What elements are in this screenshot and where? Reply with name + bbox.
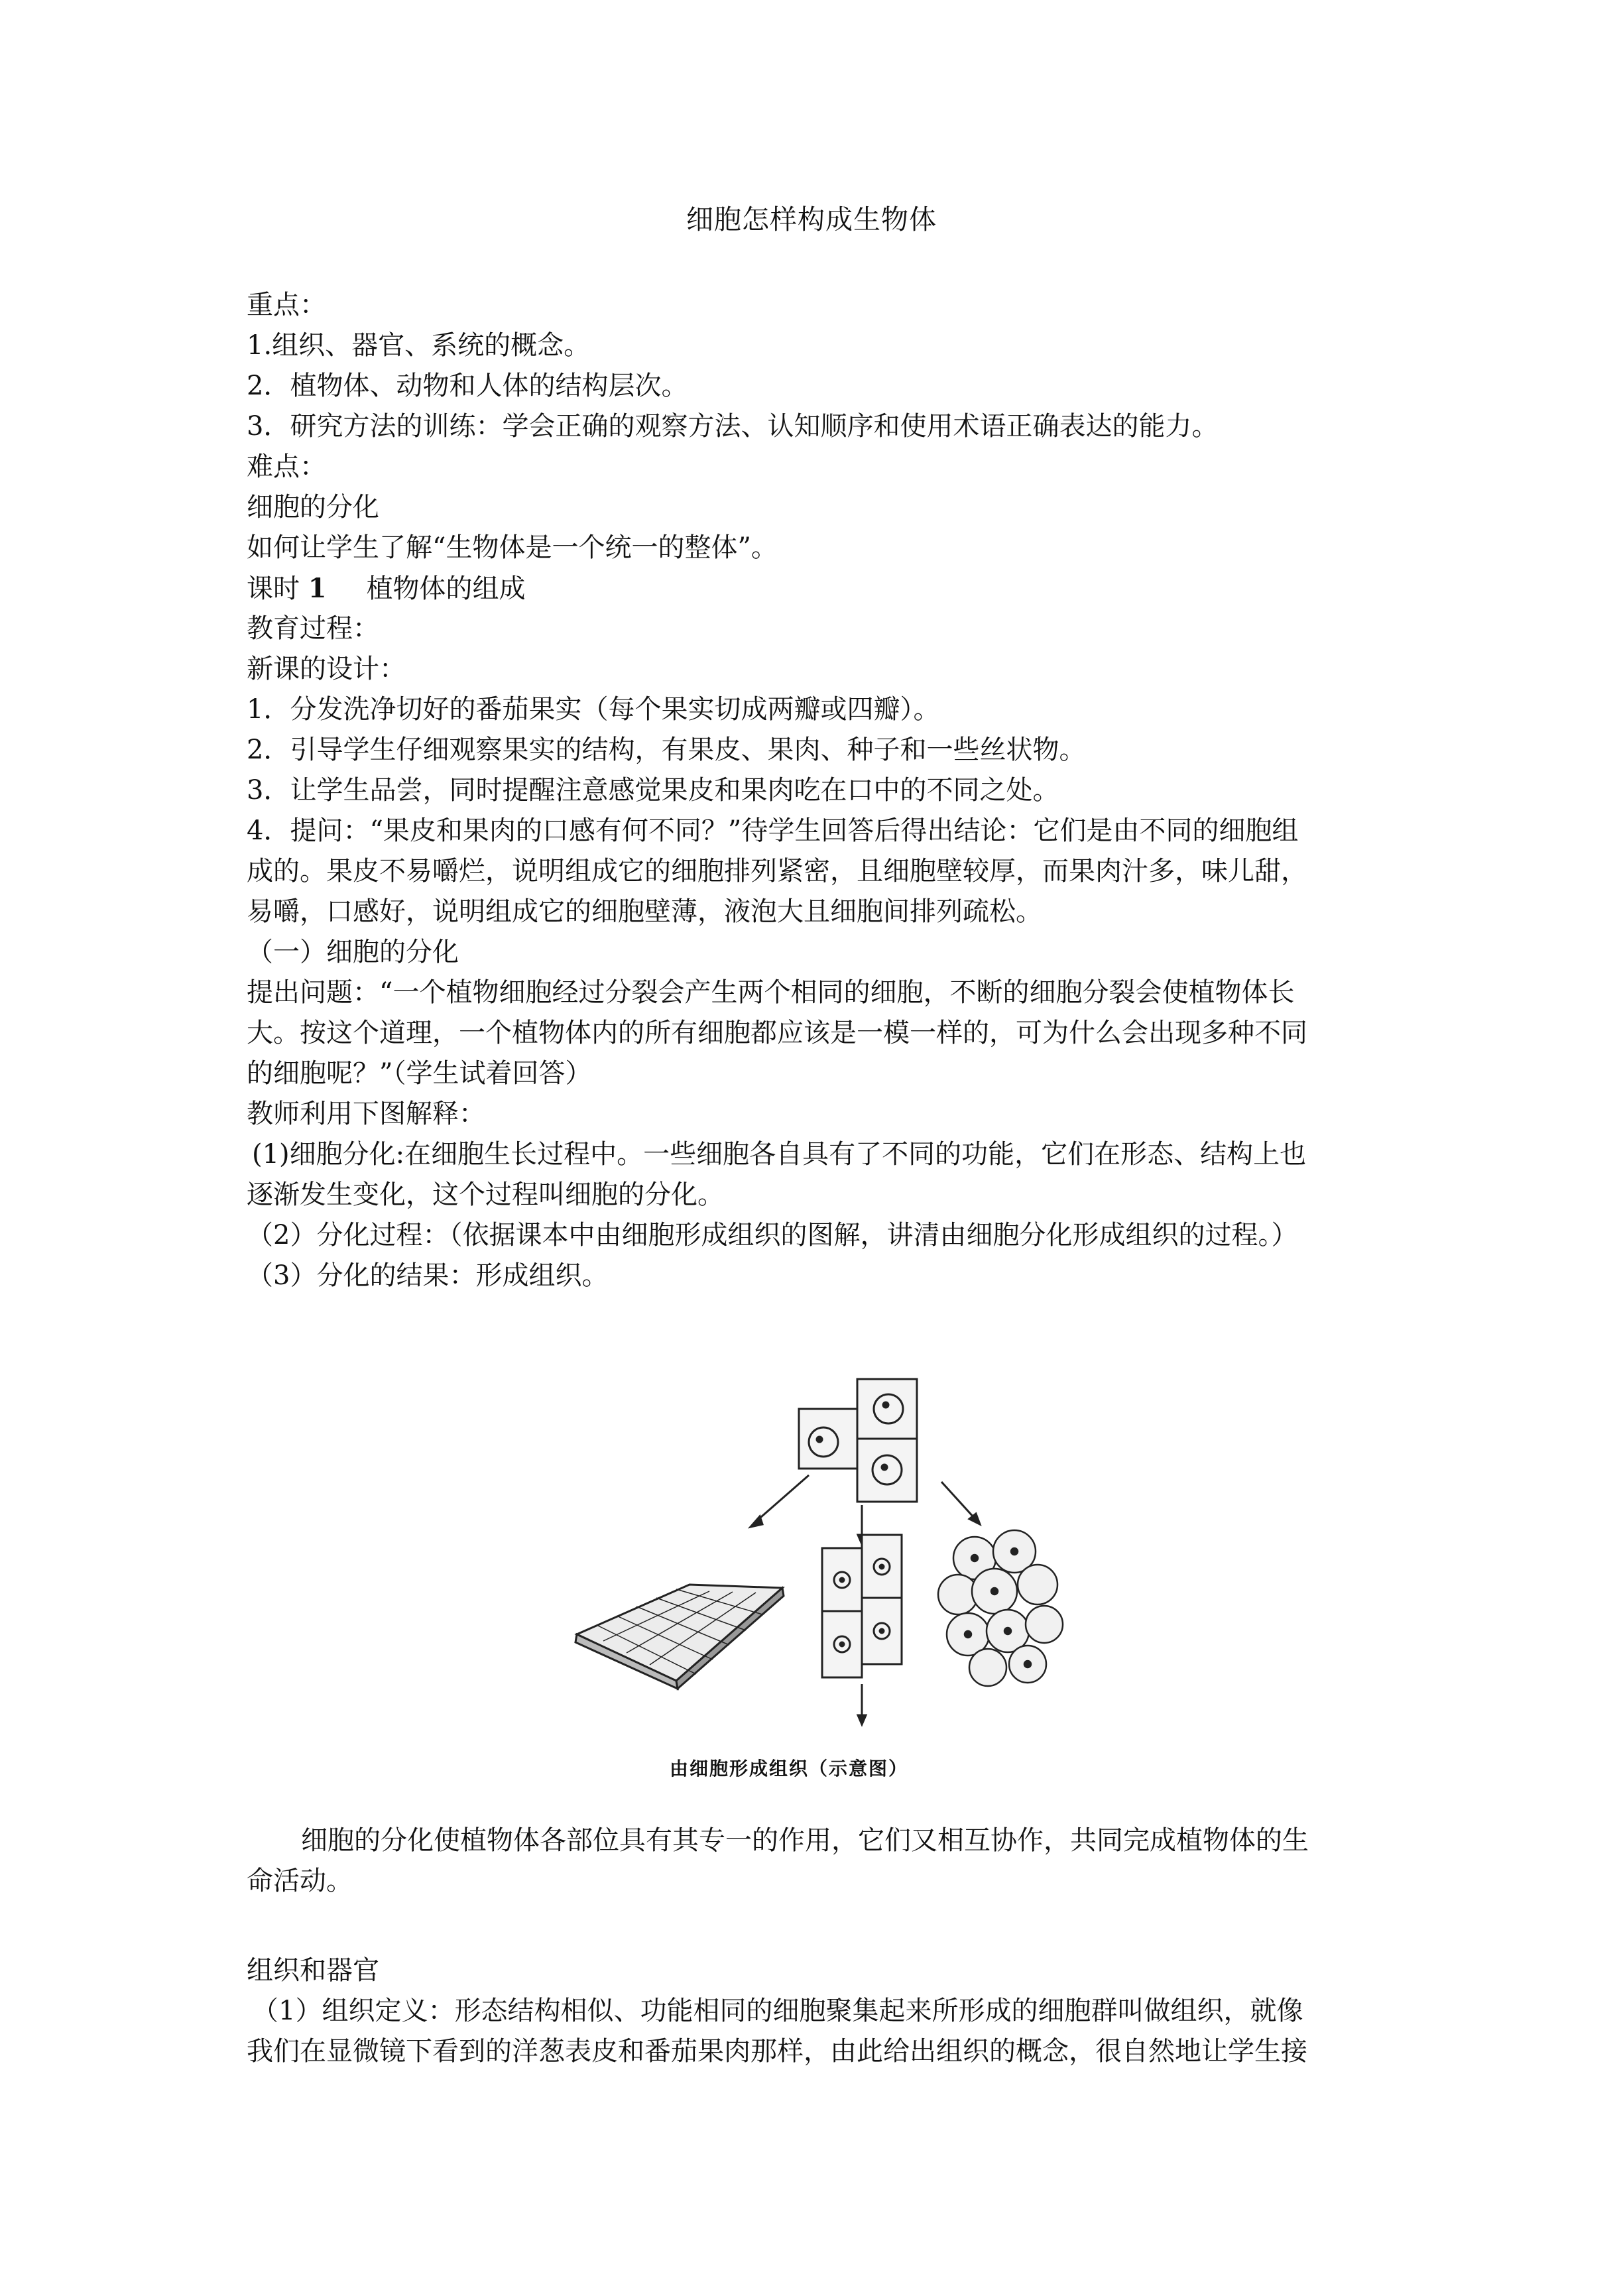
- text-line: 成的。果皮不易嚼烂，说明组成它的细胞排列紧密，且细胞壁较厚，而果肉汁多，味儿甜，: [247, 856, 1307, 886]
- text-line: 1．分发洗净切好的番茄果实（每个果实切成两瓣或四瓣）。: [247, 694, 940, 725]
- lesson-name: 植物体的组成: [366, 574, 526, 604]
- parenchyma-cells-drawing: [938, 1530, 1063, 1686]
- text-line: （1）组织定义：形态结构相似、功能相同的细胞聚集起来所形成的细胞群叫做组织，就像: [252, 1996, 1303, 2026]
- column-cells-drawing: [822, 1535, 902, 1677]
- epidermis-tissue-drawing: [575, 1585, 784, 1689]
- tissue-organ-section: [247, 1951, 1394, 2072]
- text-line: 逐渐发生变化，这个过程叫细胞的分化。: [247, 1179, 724, 1210]
- text-line: 4．提问：“果皮和果肉的口感有何不同？”待学生回答后得出结论：它们是由不同的细胞组: [247, 816, 1299, 846]
- text-line: 3．让学生品尝，同时提醒注意感觉果皮和果肉吃在口中的不同之处。: [247, 775, 1059, 806]
- text-line: 细胞的分化使植物体各部位具有其专一的作用，它们又相互协作，共同完成植物体的生: [301, 1825, 1309, 1856]
- text-line: 重点：: [247, 290, 326, 320]
- text-line: （2）分化过程：（依据课本中由细胞形成组织的图解，讲清由细胞分化形成组织的过程。）: [247, 1220, 1298, 1250]
- text-line: 易嚼，口感好，说明组成它的细胞壁薄，液泡大且细胞间排列疏松。: [247, 896, 1042, 927]
- text-line: 难点：: [247, 452, 326, 482]
- text-line: (1)细胞分化:在细胞生长过程中。一些细胞各自具有了不同的功能，它们在形态、结构上也: [252, 1139, 1307, 1170]
- text-line: 如何让学生了解“生物体是一个统一的整体”。: [247, 532, 778, 563]
- text-line: 教师利用下图解释：: [247, 1099, 485, 1129]
- text-line: 新课的设计：: [247, 654, 406, 684]
- text-line: 命活动。: [247, 1866, 353, 1896]
- text-line: 细胞的分化: [247, 492, 379, 522]
- text-line: 提出问题：“一个植物细胞经过分裂会产生两个相同的细胞，不断的细胞分裂会使植物体长: [247, 977, 1295, 1008]
- key-points-section: [247, 285, 1394, 1296]
- figure-caption: 由细胞形成组织（示意图）: [669, 1758, 908, 1780]
- text-line: 教育过程：: [247, 613, 379, 644]
- text-line: 大。按这个道理，一个植物体内的所有细胞都应该是一模一样的，可为什么会出现多种不同: [247, 1018, 1307, 1048]
- text-line: 2．植物体、动物和人体的结构层次。: [247, 371, 688, 401]
- text-line: 2．引导学生仔细观察果实的结构，有果皮、果肉、种子和一些丝状物。: [247, 735, 1086, 765]
- text-line: 3．研究方法的训练：学会正确的观察方法、认知顺序和使用术语正确表达的能力。: [247, 411, 1219, 442]
- text-line: 的细胞呢？”（学生试着回答）: [247, 1058, 592, 1089]
- section-heading: （一）细胞的分化: [247, 937, 459, 967]
- text-line: （3）分化的结果：形成组织。: [247, 1260, 609, 1291]
- lesson-label: 课时: [247, 574, 300, 604]
- text-line: 我们在显微镜下看到的洋葱表皮和番茄果肉那样，由此给出组织的概念，很自然地让学生接: [247, 2036, 1307, 2067]
- section-heading: 组织和器官: [247, 1955, 379, 1986]
- document-title: 细胞怎样构成生物体: [686, 204, 937, 235]
- cell-differentiation-figure: [564, 1369, 1074, 1793]
- lesson-heading: [247, 568, 1394, 609]
- parent-cells-drawing: [799, 1379, 917, 1502]
- text-line: 1.组织、器官、系统的概念。: [247, 330, 591, 361]
- lesson-number: 1: [308, 573, 327, 604]
- differentiation-summary: [247, 1821, 1394, 1902]
